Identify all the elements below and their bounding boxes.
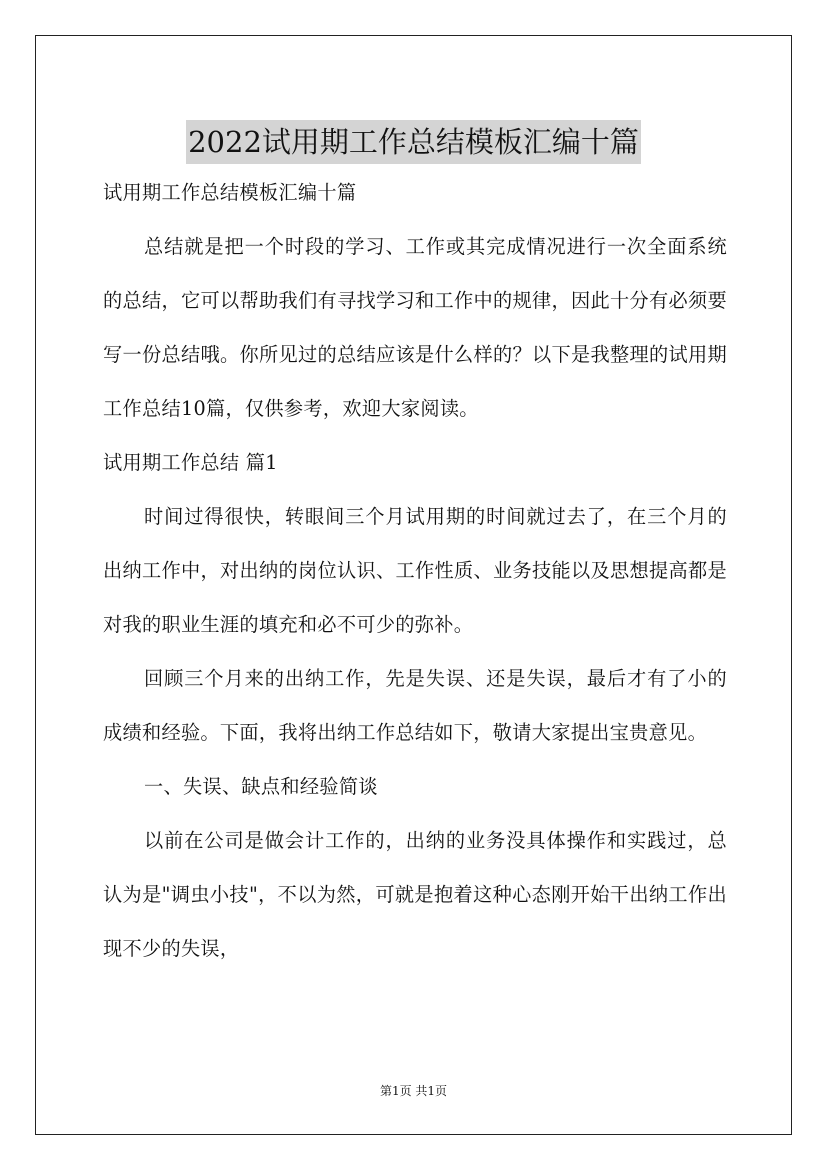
paragraph-body-2: 回顾三个月来的出纳工作，先是失误、还是失误，最后才有了小的成绩和经验。下面，我将出纳工作总结如下，敬请大家提出宝贵意见。 [103,667,727,744]
page-footer: 第1页 共1页 [379,1084,448,1098]
document-title: 2022试用期工作总结模板汇编十篇 [186,120,641,164]
paragraph-body-3: 以前在公司是做会计工作的，出纳的业务没具体操作和实践过，总认为是"调虫小技"，不以为然，可就是抱着这种心态刚开始干出纳工作出现不少的失误， [103,829,727,960]
document-body [103,166,727,976]
paragraph-intro: 总结就是把一个时段的学习、工作或其完成情况进行一次全面系统的总结，它可以帮助我们有寻找学习和工作中的规律，因此十分有必须要写一份总结哦。你所见过的总结应该是什么样的？以下是我整理的试用期工作总结10篇，仅供参考，欢迎大家阅读。 [103,235,727,420]
paragraph-subtitle: 试用期工作总结模板汇编十篇 [103,181,357,204]
section-heading-1: 试用期工作总结 篇1 [103,451,278,474]
paragraph-body-1: 时间过得很快，转眼间三个月试用期的时间就过去了，在三个月的出纳工作中，对出纳的岗位认识、工作性质、业务技能以及思想提高都是对我的职业生涯的填充和必不可少的弥补。 [103,505,727,636]
subsection-heading: 一、失误、缺点和经验简谈 [144,775,378,798]
